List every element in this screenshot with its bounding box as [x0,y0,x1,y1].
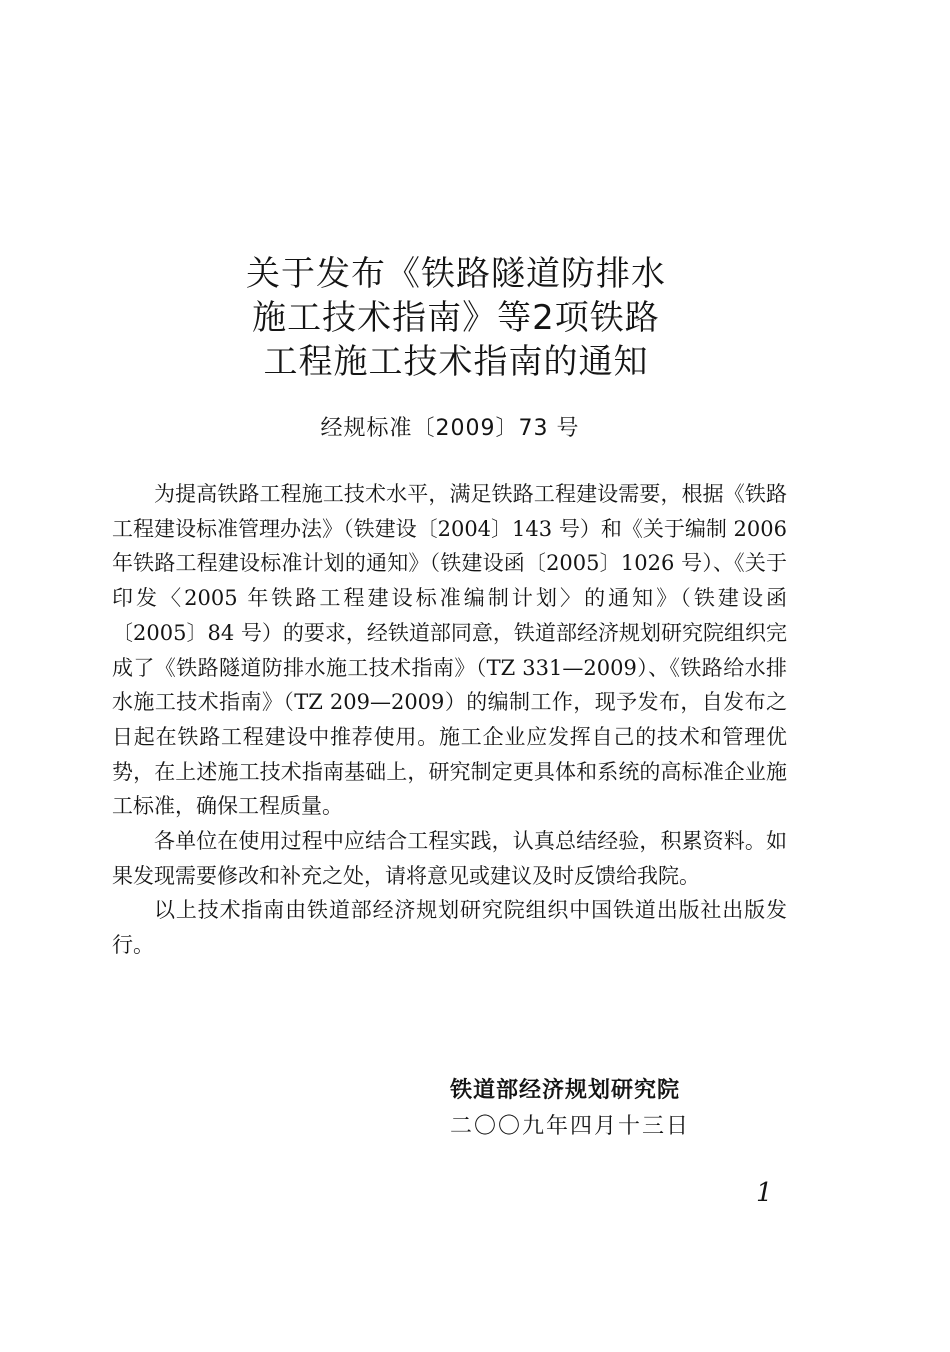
paragraph: 为提高铁路工程施工技术水平，满足铁路工程建设需要，根据《铁路工程建设标准管理办法》（铁建设〔2004〕143 号）和《关于编制 2006 年铁路工程建设标准计划的通知》（铁建设函〔2005〕1026 号）、《关于印发〈2005 年铁路工程建设标准编制计划〉的通知》（铁建设函〔2005〕84 号）的要求，经铁道部同意，铁道部经济规划研究院组织完成了《铁路隧道防排水施工技术指南》（TZ 331—2009）、《铁路给水排水施工技术指南》（TZ 209—2009）的编制工作，现予发布，自发布之日起在铁路工程建设中推荐使用。施工企业应发挥自己的技术和管理优势，在上述施工技术指南基础上，研究制定更具体和系统的高标准企业施工标准，确保工程质量。 [112,482,787,819]
title-line-1: 关于发布《铁路隧道防排水 [246,254,666,294]
title-line-3: 工程施工技术指南的通知 [263,342,649,382]
notice-title [0,252,912,384]
issuing-organization: 铁道部经济规划研究院 [450,1078,681,1103]
signature-block [450,1073,690,1145]
paragraph: 以上技术指南由铁道部经济规划研究院组织中国铁道出版社出版发行。 [112,898,787,958]
title-line-2: 施工技术指南》等2项铁路 [252,298,660,338]
notice-body [112,477,787,963]
page-number: 1 [756,1178,773,1208]
issue-date: 二〇〇九年四月十三日 [450,1114,691,1139]
document-number: 经规标准〔2009〕73 号 [320,416,580,441]
paragraph: 各单位在使用过程中应结合工程实践，认真总结经验，积累资料。如果发现需要修改和补充之处，请将意见或建议及时反馈给我院。 [112,829,787,888]
